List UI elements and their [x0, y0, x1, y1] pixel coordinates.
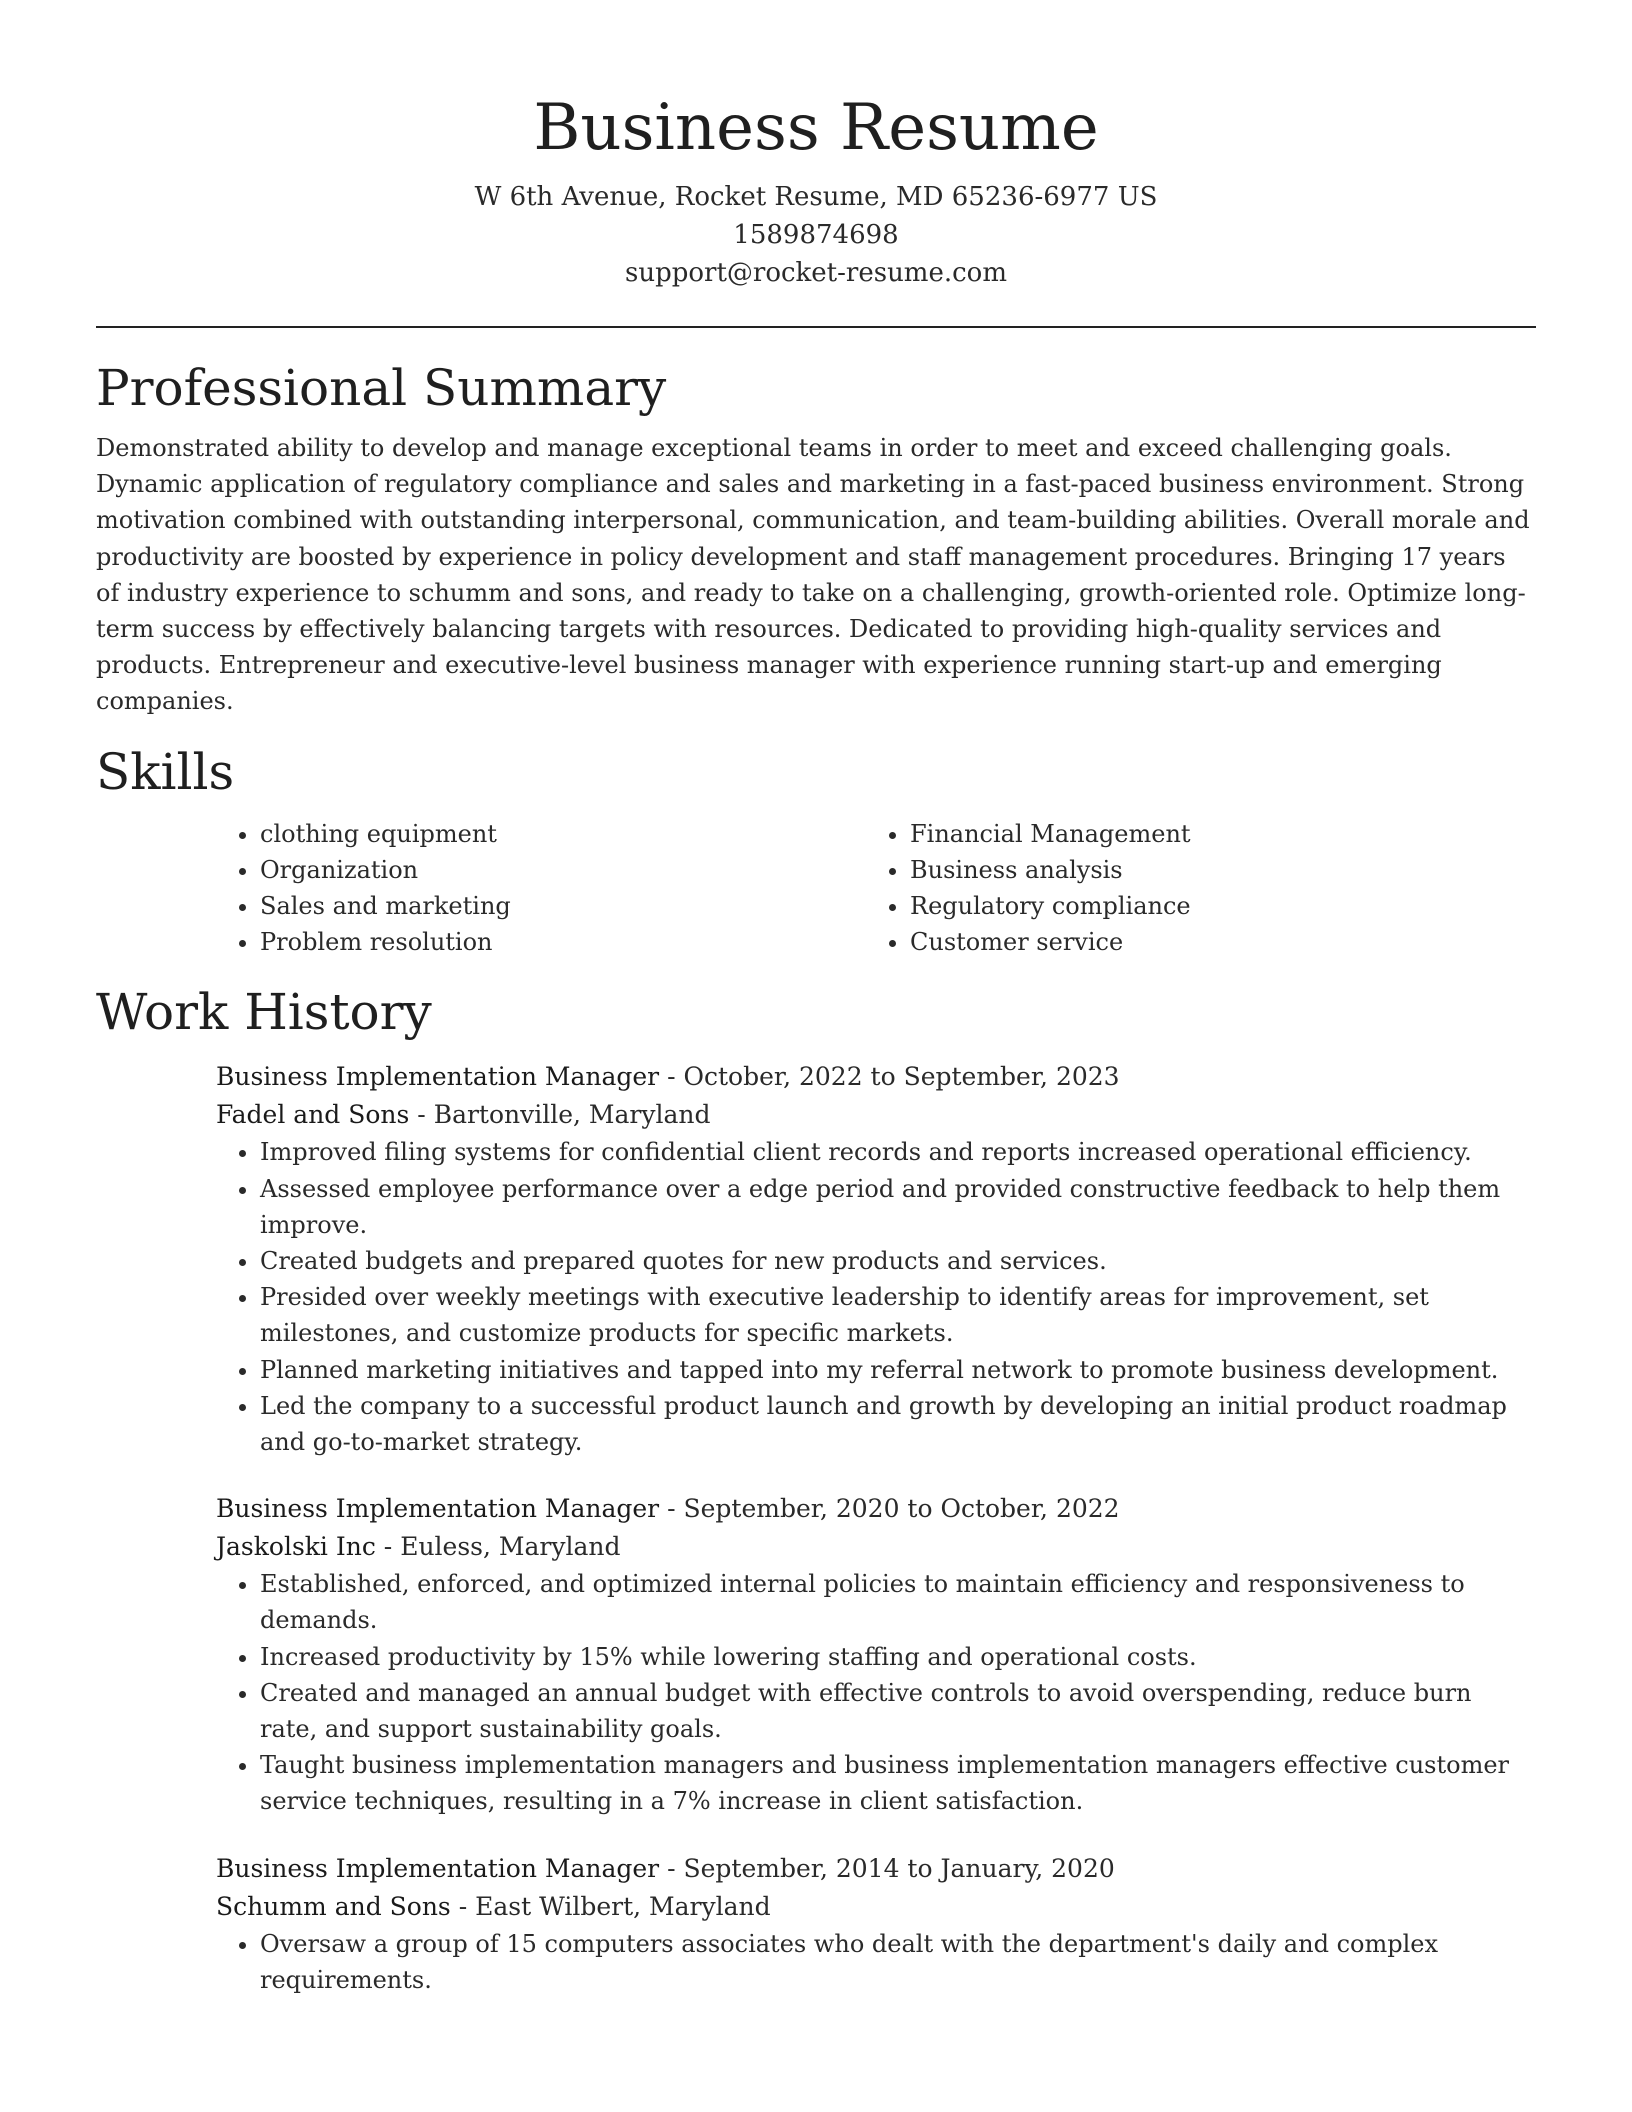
resume-name: Business Resume [533, 91, 1099, 165]
job-company-line [216, 1888, 1536, 1926]
job-bullet: • Established, enforced, and optimized internal policies to maintain efficiency and responsiveness to demands. [260, 1566, 1536, 1638]
job-dates: - September, 2020 to October, 2022 [659, 1494, 1120, 1524]
job-company: Jaskolski Inc [216, 1532, 376, 1562]
job-bullet: • Planned marketing initiatives and tapped into my referral network to promote business development. [260, 1352, 1536, 1388]
contact-address: W 6th Avenue, Rocket Resume, MD 65236-6977 US [474, 182, 1158, 212]
skill-item: • clothing equipment [260, 816, 866, 852]
skill-item: • Sales and marketing [260, 888, 866, 924]
job-entry [216, 1058, 1536, 1460]
job-role: Business Implementation Manager [216, 1062, 660, 1092]
skill-item: • Organization [260, 852, 866, 888]
summary-heading: Professional Summary [96, 359, 667, 417]
skill-item: • Problem resolution [260, 924, 866, 960]
job-company-line [216, 1528, 1536, 1566]
skill-item: • Financial Management [910, 816, 1516, 852]
job-bullet: • Led the company to a successful product launch and growth by developing an initial product roadmap and go-to-market strategy. [260, 1388, 1536, 1460]
skill-item: • Regulatory compliance [910, 888, 1516, 924]
contact-email: support@rocket-resume.com [624, 258, 1007, 288]
job-bullet: • Increased productivity by 15% while lowering staffing and operational costs. [260, 1639, 1536, 1675]
job-location: - Bartonville, Maryland [409, 1100, 711, 1130]
job-location: - Euless, Maryland [375, 1532, 621, 1562]
job-company: Fadel and Sons [216, 1100, 410, 1130]
job-dates: - October, 2022 to September, 2023 [659, 1062, 1120, 1092]
job-role: Business Implementation Manager [216, 1853, 660, 1883]
header-divider [96, 326, 1536, 328]
skills-column-right [866, 816, 1516, 961]
job-company: Schumm and Sons [216, 1891, 451, 1921]
skills-list [216, 816, 1536, 961]
skill-item: • Business analysis [910, 852, 1516, 888]
job-bullets [216, 1134, 1536, 1460]
job-bullet: • Oversaw a group of 15 computers associates who dealt with the department's daily and complex requirements. [260, 1926, 1536, 1998]
job-title-line [216, 1490, 1536, 1528]
job-bullet: • Created budgets and prepared quotes for new products and services. [260, 1243, 1536, 1279]
job-bullet: • Taught business implementation managers and business implementation managers effective customer service techniques, resulting in a 7% increase in client satisfaction. [260, 1747, 1536, 1819]
skills-column-left [216, 816, 866, 961]
skills-heading: Skills [96, 742, 235, 801]
job-entry [216, 1850, 1536, 1998]
job-entry [216, 1490, 1536, 1819]
job-bullet: • Presided over weekly meetings with executive leadership to identify areas for improvement, set milestones, and customize products for specific markets. [260, 1279, 1536, 1351]
job-title-line [216, 1058, 1536, 1096]
work-history-heading: Work History [96, 983, 432, 1042]
job-bullet: • Improved filing systems for confidential client records and reports increased operational efficiency. [260, 1134, 1536, 1170]
job-bullets [216, 1926, 1536, 1998]
resume-page [96, 0, 1536, 1998]
job-bullets [216, 1566, 1536, 1819]
job-bullet: • Assessed employee performance over a edge period and provided constructive feedback to help them improve. [260, 1171, 1536, 1243]
resume-header [96, 0, 1536, 292]
skill-item: • Customer service [910, 924, 1516, 960]
job-location: - East Wilbert, Maryland [450, 1891, 771, 1921]
summary-text: Demonstrated ability to develop and manage exceptional teams in order to meet and exceed challenging goals. Dynamic application of regulatory compliance and sales and marketing in a fast-paced business environment. Strong motivation combined with outstanding interpersonal, communication, and team-building abilities. Overall morale and productivity are boosted by experience in policy development and staff management procedures. Bringing 17 years of industry experience to schumm and sons, and ready to take on a challenging, growth-oriented role. Optimize long-term success by effectively balancing targets with resources. Dedicated to providing high-quality services and products. Entrepreneur and executive-level business manager with experience running start-up and emerging companies. [96, 434, 1530, 716]
job-dates: - September, 2014 to January, 2020 [659, 1853, 1115, 1883]
contact-phone: 1589874698 [733, 220, 899, 250]
job-role: Business Implementation Manager [216, 1494, 660, 1524]
job-company-line [216, 1096, 1536, 1134]
job-bullet: • Created and managed an annual budget with effective controls to avoid overspending, reduce burn rate, and support sustainability goals. [260, 1675, 1536, 1747]
job-title-line [216, 1850, 1536, 1888]
